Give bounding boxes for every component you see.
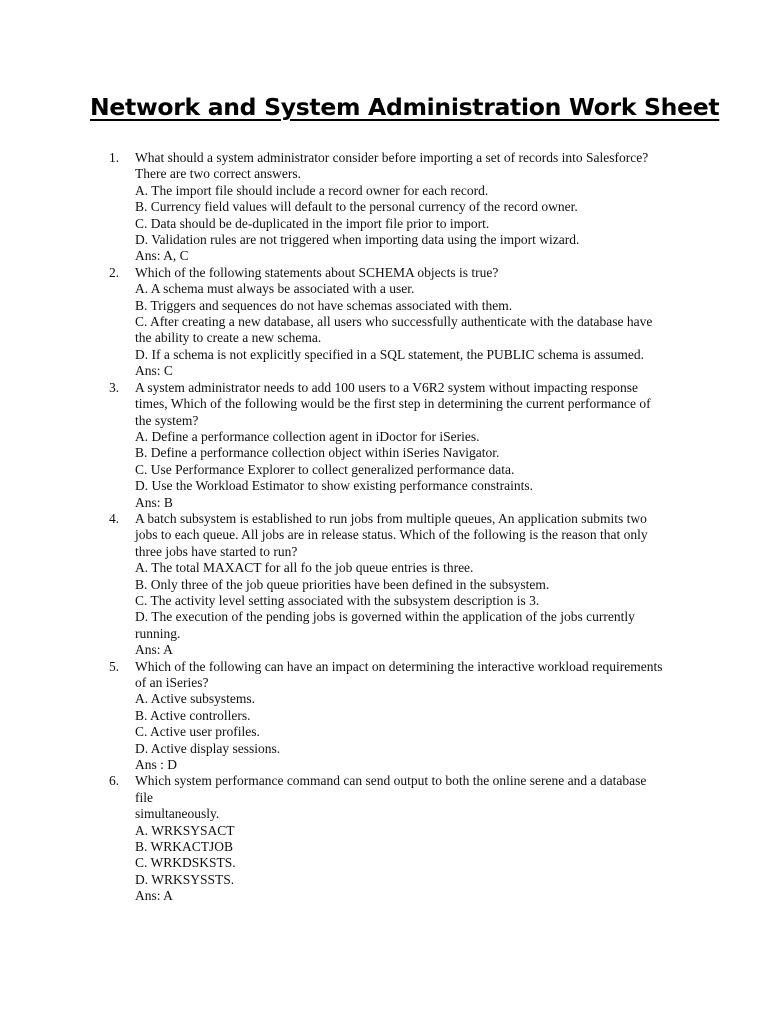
question-item [109,511,669,659]
option-line: A. The total MAXACT for all fo the job queue entries is three. [135,560,474,576]
question-text-line: Which system performance command can send output to both the online serene and a database [135,773,647,789]
question-text-line: the system? [135,412,199,428]
option-line: A. Define a performance collection agent in iDoctor for iSeries. [135,428,480,444]
question-number: 5. [109,658,120,674]
option-line: D. WRKSYSSTS. [135,871,235,887]
question-text-line: jobs to each queue. All jobs are in release status. Which of the following is the reason that only [135,527,648,543]
question-item [109,380,669,511]
question-number: 3. [109,379,120,395]
option-line: C. The activity level setting associated with the subsystem description is 3. [135,592,540,608]
option-line: D. Validation rules are not triggered when importing data using the import wizard. [135,232,580,248]
option-line: D. Use the Workload Estimator to show existing performance constraints. [135,478,533,494]
option-line: D. If a schema is not explicitly specified in a SQL statement, the PUBLIC schema is assumed. [135,346,645,362]
option-line: B. WRKACTJOB [135,839,234,855]
answer-line: Ans: B [135,494,173,510]
option-line: A. WRKSYSACT [135,822,235,838]
option-line: A. The import file should include a record owner for each record. [135,182,489,198]
question-number: 6. [109,773,120,789]
question-text-line: Which of the following statements about SCHEMA objects is true? [135,264,499,280]
question-text-line: file [135,789,153,805]
option-line: A. Active subsystems. [135,691,255,707]
answer-line: Ans: A [135,642,173,658]
option-line: C. Data should be de-duplicated in the import file prior to import. [135,215,490,231]
question-text-line: What should a system administrator consider before importing a set of records into Salesforce? [135,150,649,165]
option-line: C. WRKDSKSTS. [135,855,236,871]
question-number: 4. [109,510,120,526]
option-line: B. Active controllers. [135,707,251,723]
option-line: D. The execution of the pending jobs is governed within the application of the jobs currently [135,609,635,625]
question-text-line: A batch subsystem is established to run jobs from multiple queues, An application submits two [135,510,647,526]
option-line: C. After creating a new database, all users who successfully authenticate with the database have [135,314,653,330]
option-line: C. Use Performance Explorer to collect generalized performance data. [135,461,515,477]
question-number: 2. [109,264,120,280]
question-text-line: running. [135,625,181,641]
question-text-line: A system administrator needs to add 100 users to a V6R2 system without impacting response [135,379,638,395]
option-line: D. Active display sessions. [135,740,281,756]
option-line: B. Define a performance collection object within iSeries Navigator. [135,445,500,461]
question-text-line: the ability to create a new schema. [135,330,322,346]
question-item [109,150,669,265]
option-line: B. Only three of the job queue priorities have been defined in the subsystem. [135,576,550,592]
question-item [109,265,669,380]
question-list [109,150,669,905]
answer-line: Ans: C [135,363,173,379]
question-text-line: of an iSeries? [135,675,209,690]
answer-line: Ans : D [135,757,178,773]
answer-line: Ans: A, C [135,248,189,264]
question-text-line: three jobs have started to run? [135,543,298,559]
question-text-line: Which of the following can have an impact on determining the interactive workload requirements [135,658,663,674]
question-text-line: There are two correct answers. [135,166,302,182]
answer-line: Ans: A [135,888,173,904]
question-text-line: times, Which of the following would be the first step in determining the current performance of [135,396,651,412]
page-title: Network and System Administration Work Sheet [90,93,720,121]
option-line: C. Active user profiles. [135,724,260,740]
option-line: B. Currency field values will default to the personal currency of the record owner. [135,199,578,215]
option-line: A. A schema must always be associated with a user. [135,281,415,297]
question-text-line: simultaneously. [135,806,220,822]
question-item [109,659,669,774]
option-line: B. Triggers and sequences do not have schemas associated with them. [135,297,513,313]
question-number: 1. [109,150,120,165]
question-item [109,773,669,904]
